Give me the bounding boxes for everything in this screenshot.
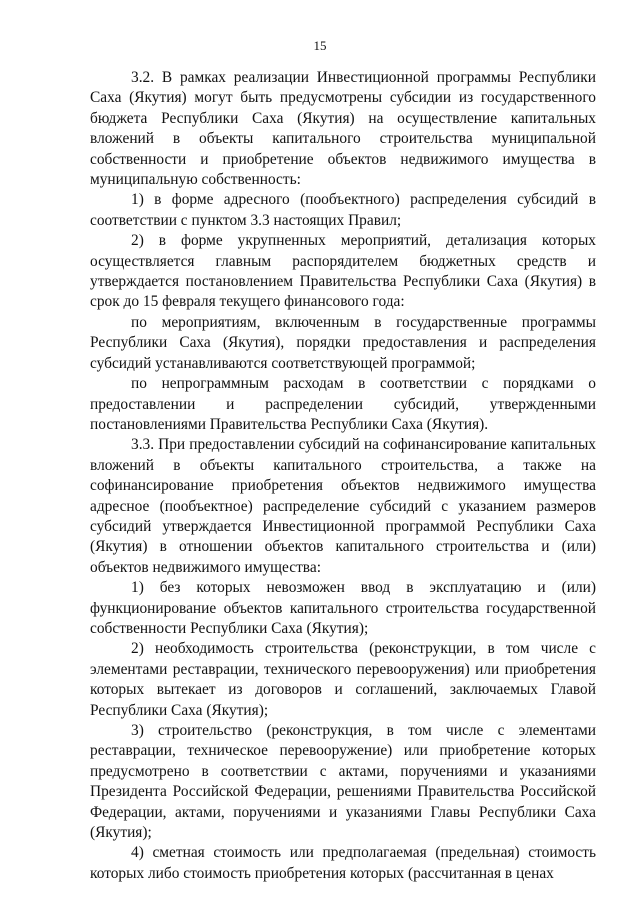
paragraph-3-3-item-2: 2) необходимость строительства (реконструкции, в том числе с элементами реставрации, технического перевооружения) или приобретения которых вытекает из договоров и соглашений, заключаемых Главой Республики Саха (Якутия);: [90, 640, 596, 719]
paragraph-programs: по мероприятиям, включенным в государственные программы Республики Саха (Якутия), порядки предоставления и распределения субсидий устанавливаются соответствующей программой;: [90, 313, 596, 372]
paragraph-3-3-item-1: 1) без которых невозможен ввод в эксплуатацию и (или) функционирование объектов капитального строительства государственной собственности Республики Саха (Якутия);: [90, 579, 596, 637]
paragraph-3-2: 3.2. В рамках реализации Инвестиционной программы Республики Саха (Якутия) могут быть предусмотрены субсидии из государственного бюджета Республики Саха (Якутия) на осуществление капитальных вложений в объекты капитального строительства муниципальной собственности и приобретение объектов недвижимого имущества в муниципальную собственность:: [90, 69, 596, 189]
paragraph-3-3: 3.3. При предоставлении субсидий на софинансирование капитальных вложений в объекты капитального строительства, а также на софинансирование приобретения объектов недвижимого имущества адресное (пообъектное) распределение субсидий с указанием размеров субсидий утверждается Инвестиционной программой Республики Саха (Якутия) в отношении объектов капитального строительства и (или) объектов недвижимого имущества:: [90, 436, 596, 576]
paragraph-3-2-item-1: 1) в форме адресного (пообъектного) распределения субсидий в соответствии с пунктом 3.3 настоящих Правил;: [90, 191, 596, 229]
paragraph-3-3-item-3: 3) строительство (реконструкция, в том числе с элементами реставрации, техническое перевооружение) или приобретение которых предусмотрено в соответствии с актами, поручениями и указаниями Президента Российской Федерации, решениями Правительства Российской Федерации, актами, поручениями и указаниями Главы Республики Саха (Якутия);: [90, 722, 596, 842]
page-number: 15: [313, 38, 327, 53]
paragraph-3-2-item-2: 2) в форме укрупненных мероприятий, детализация которых осуществляется главным распорядителем бюджетных средств и утверждается постановлением Правительства Республики Саха (Якутия) в срок до 15 февраля текущего финансового года:: [90, 232, 596, 311]
paragraph-non-program: по непрограммным расходам в соответствии с порядками о предоставлении и распределении субсидий, утвержденными постановлениями Правительства Республики Саха (Якутия).: [90, 375, 596, 433]
paragraph-3-3-item-4: 4) сметная стоимость или предполагаемая (предельная) стоимость которых либо стоимость приобретения которых (рассчитанная в ценах: [90, 844, 596, 882]
document-body: [90, 68, 596, 884]
